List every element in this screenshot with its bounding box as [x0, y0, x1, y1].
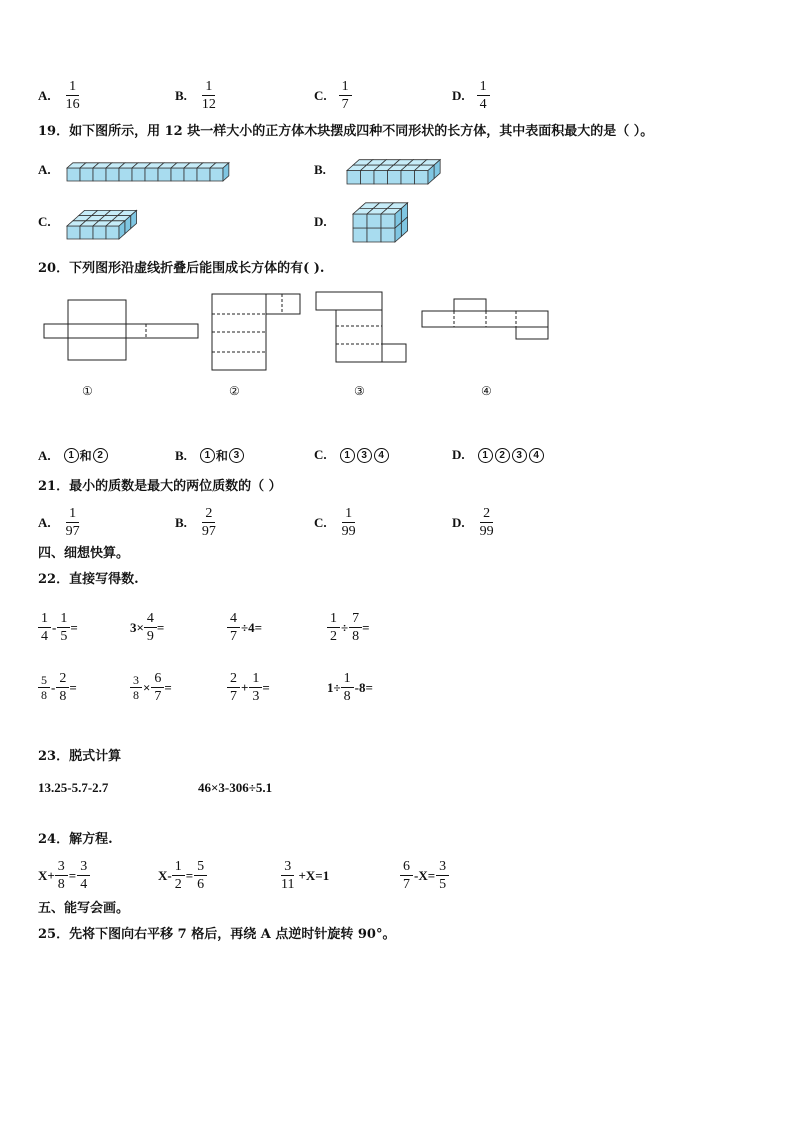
denominator: 4 — [479, 97, 487, 112]
numerator: 1 — [477, 78, 490, 96]
denominator: 4 — [41, 629, 48, 644]
equals-sign: = — [69, 679, 77, 695]
denominator: 12 — [201, 97, 216, 112]
numerator: 3 — [55, 858, 68, 876]
numerator: 4 — [144, 610, 157, 628]
q21-option-b[interactable] — [175, 505, 219, 540]
cube-block-3x2x2-figure — [352, 200, 408, 244]
cube-face — [93, 168, 106, 181]
cube-face — [67, 226, 80, 239]
q20-option-d[interactable] — [452, 447, 545, 463]
numerator: 2 — [227, 670, 240, 688]
numerator: 1 — [339, 78, 352, 96]
denominator: 9 — [146, 629, 154, 644]
q22-expression — [130, 670, 172, 705]
cube-face — [67, 168, 80, 181]
cube-face — [415, 171, 429, 185]
numerator: 3 — [77, 858, 90, 876]
fraction — [349, 610, 362, 645]
expression-text: 1÷ — [327, 679, 341, 695]
operator-text: = — [68, 867, 77, 883]
fraction — [327, 610, 340, 645]
equals-sign: = — [156, 619, 165, 635]
fraction — [227, 610, 240, 645]
fraction — [278, 858, 297, 893]
q25-question: 25．先将下图向右平移 7 格后，再绕 A 点逆时针旋转 90°。 — [38, 927, 396, 942]
expression-text: 3× — [130, 619, 144, 635]
joiner-text: 和 — [215, 449, 228, 463]
numerator: 1 — [202, 78, 215, 96]
fraction — [339, 78, 352, 113]
q20-option-a[interactable] — [38, 447, 109, 464]
numerator: 1 — [66, 78, 79, 96]
equals-sign: = — [362, 619, 370, 635]
net-figure-3 — [316, 292, 410, 366]
q24-equation — [38, 858, 90, 893]
operator-text: + — [241, 679, 249, 695]
denominator: 11 — [281, 877, 295, 892]
operator-text: = — [185, 867, 194, 883]
q24-equation — [158, 858, 207, 893]
q23-title: 23．脱式计算 — [38, 749, 122, 764]
cube-block-6x2-figure — [346, 156, 446, 188]
cube-face — [210, 168, 223, 181]
equals-sign: = — [164, 679, 172, 695]
net-figure-1 — [44, 300, 204, 362]
denominator: 2 — [174, 877, 182, 892]
joiner-text: 和 — [79, 449, 92, 463]
q22-title: 22．直接写得数. — [38, 572, 139, 587]
cube-block-4x3-figure — [66, 202, 136, 242]
fraction — [56, 670, 69, 705]
numerator: 2 — [480, 505, 493, 523]
cube-face — [347, 171, 361, 185]
fraction — [77, 858, 90, 893]
denominator: 7 — [230, 629, 237, 644]
operator-text: ÷4= — [241, 619, 263, 635]
fraction — [38, 673, 50, 702]
q19-option-c[interactable]: C. — [38, 214, 51, 229]
cube-face — [381, 228, 395, 242]
denominator: 8 — [352, 629, 360, 644]
denominator: 3 — [252, 689, 260, 704]
cube-face — [381, 214, 395, 228]
q24-equation — [400, 858, 449, 893]
operator-text: × — [143, 679, 151, 695]
numerator: 1 — [249, 670, 262, 688]
circled-number: 1 — [200, 448, 215, 463]
option-letter: B. — [175, 514, 187, 530]
cube-face — [106, 168, 119, 181]
equals-sign: = — [70, 619, 78, 635]
fraction — [477, 505, 497, 540]
q18-option-d[interactable] — [452, 78, 490, 113]
section-5-heading: 五、能写会画。 — [38, 901, 130, 916]
fraction — [151, 670, 164, 705]
q23-expression-1: 13.25-5.7-2.7 — [38, 780, 109, 795]
net-label-3: ③ — [354, 384, 365, 398]
option-letter: D. — [452, 514, 465, 530]
circled-number: 3 — [229, 448, 244, 463]
operator-text: -X= — [414, 867, 436, 883]
q21-question: 21．最小的质数是最大的两位质数的（ ） — [38, 479, 282, 494]
q22-expression — [38, 610, 78, 645]
net-label-2: ② — [229, 384, 240, 398]
q23-expression-2: 46×3-306÷5.1 — [198, 780, 273, 795]
denominator: 6 — [197, 877, 205, 892]
numerator: 5 — [38, 673, 50, 688]
denominator: 7 — [341, 97, 349, 112]
q18-option-a[interactable] — [38, 78, 83, 113]
cube-face — [106, 226, 119, 239]
numerator: 2 — [56, 670, 69, 688]
cube-face — [93, 226, 106, 239]
fraction — [57, 610, 70, 645]
cube-face — [197, 168, 210, 181]
q21-option-a[interactable] — [38, 505, 83, 540]
equals-sign: = — [262, 679, 270, 695]
cube-face — [374, 171, 388, 185]
q24-title: 24．解方程. — [38, 832, 113, 847]
option-letter: C. — [314, 447, 327, 462]
expression-text: X+ — [38, 867, 55, 883]
option-letter: C. — [314, 87, 327, 103]
denominator: 8 — [57, 877, 65, 892]
denominator: 5 — [60, 629, 68, 644]
numerator: 3 — [281, 858, 294, 876]
option-letter: C. — [314, 514, 327, 530]
denominator: 8 — [59, 689, 67, 704]
option-letter: B. — [175, 447, 187, 463]
q19-question: 19．如下图所示，用 12 块一样大小的正方体木块摆成四种不同形状的长方体，其中表面积最大的是（ ）。 — [38, 124, 654, 139]
numerator: 1 — [57, 610, 70, 628]
q19-option-a[interactable]: A. — [38, 162, 51, 177]
cube-face — [367, 214, 381, 228]
denominator: 97 — [201, 524, 216, 539]
option-letter: B. — [175, 87, 187, 103]
option-letter: A. — [38, 514, 51, 530]
q21-option-c[interactable] — [314, 505, 359, 540]
denominator: 7 — [403, 877, 410, 892]
cube-face — [80, 168, 93, 181]
q18-option-c[interactable] — [314, 78, 352, 113]
fraction — [400, 858, 413, 893]
denominator: 8 — [41, 688, 47, 702]
expression-text: X- — [158, 867, 172, 883]
fraction — [194, 858, 207, 893]
numerator: 1 — [342, 505, 355, 523]
operator-text: - — [51, 679, 56, 695]
cube-face — [145, 168, 158, 181]
numerator: 7 — [349, 610, 362, 628]
fraction — [172, 858, 185, 893]
option-letter: A. — [38, 447, 51, 463]
fraction — [436, 858, 449, 893]
circled-number: 3 — [512, 448, 527, 463]
q22-expression — [227, 670, 270, 705]
numerator: 3 — [130, 673, 142, 688]
option-letter: A. — [38, 87, 51, 103]
q22-expression — [327, 670, 374, 705]
denominator: 7 — [154, 689, 162, 704]
numerator: 1 — [172, 858, 185, 876]
q20-option-c[interactable] — [314, 447, 390, 463]
cube-face — [184, 168, 197, 181]
fraction — [63, 78, 83, 113]
option-letter: D. — [452, 87, 465, 103]
q20-question: 20．下列图形沿虚线折叠后能围成长方体的有( ). — [38, 261, 325, 276]
cube-face — [158, 168, 171, 181]
denominator: 4 — [80, 877, 88, 892]
q18-option-b[interactable] — [175, 78, 219, 113]
circled-number: 1 — [478, 448, 493, 463]
net-figure-4 — [422, 297, 552, 343]
cube-face — [388, 171, 402, 185]
numerator: 1 — [66, 505, 79, 523]
circled-number: 2 — [93, 448, 108, 463]
numerator: 2 — [202, 505, 215, 523]
numerator: 1 — [327, 610, 340, 628]
fraction — [130, 673, 142, 702]
denominator: 7 — [230, 689, 237, 704]
denominator: 97 — [65, 524, 80, 539]
option-letter: D. — [452, 447, 465, 462]
cube-face — [171, 168, 184, 181]
q22-expression — [130, 610, 164, 645]
fraction — [227, 670, 240, 705]
q19-option-b[interactable]: B. — [314, 162, 326, 177]
denominator: 8 — [343, 689, 351, 704]
cube-face — [353, 228, 367, 242]
cube-face — [119, 168, 132, 181]
fraction — [341, 670, 354, 705]
cube-face — [80, 226, 93, 239]
denominator: 2 — [330, 629, 337, 644]
net-label-1: ① — [82, 384, 93, 398]
cube-face — [132, 168, 145, 181]
numerator: 1 — [341, 670, 354, 688]
circled-number: 4 — [374, 448, 389, 463]
fraction — [477, 78, 490, 113]
fraction — [38, 610, 51, 645]
net-label-4: ④ — [481, 384, 492, 398]
numerator: 3 — [436, 858, 449, 876]
section-4-heading: 四、细想快算。 — [38, 546, 130, 561]
circled-number: 1 — [64, 448, 79, 463]
numerator: 4 — [227, 610, 240, 628]
net-figure-2 — [212, 294, 304, 374]
cube-row-12x1-figure — [66, 156, 236, 184]
fraction — [199, 505, 219, 540]
fraction — [249, 670, 262, 705]
q22-expression — [227, 610, 263, 645]
denominator: 99 — [341, 524, 356, 539]
circled-number: 3 — [357, 448, 372, 463]
q21-option-d[interactable] — [452, 505, 497, 540]
cube-face — [361, 171, 375, 185]
fraction — [63, 505, 83, 540]
q24-equation — [278, 858, 330, 893]
denominator: 99 — [479, 524, 494, 539]
numerator: 1 — [38, 610, 51, 628]
circled-number: 2 — [495, 448, 510, 463]
numerator: 6 — [151, 670, 164, 688]
circled-number: 1 — [340, 448, 355, 463]
numerator: 5 — [194, 858, 207, 876]
q20-option-b[interactable] — [175, 447, 245, 464]
denominator: 8 — [133, 688, 139, 702]
circled-number: 4 — [529, 448, 544, 463]
operator-text: ÷ — [341, 619, 349, 635]
fraction — [144, 610, 157, 645]
numerator: 6 — [400, 858, 413, 876]
cube-face — [367, 228, 381, 242]
q22-expression — [327, 610, 370, 645]
cube-face — [353, 214, 367, 228]
q19-option-d[interactable]: D. — [314, 214, 327, 229]
denominator: 5 — [439, 877, 447, 892]
cube-face — [401, 171, 415, 185]
fraction — [55, 858, 68, 893]
fraction — [339, 505, 359, 540]
operator-text: +X=1 — [298, 867, 330, 883]
denominator: 16 — [65, 97, 80, 112]
operator-text: - — [52, 619, 57, 635]
fraction — [199, 78, 219, 113]
operator-text: -8= — [354, 679, 373, 695]
q22-expression — [38, 670, 77, 705]
